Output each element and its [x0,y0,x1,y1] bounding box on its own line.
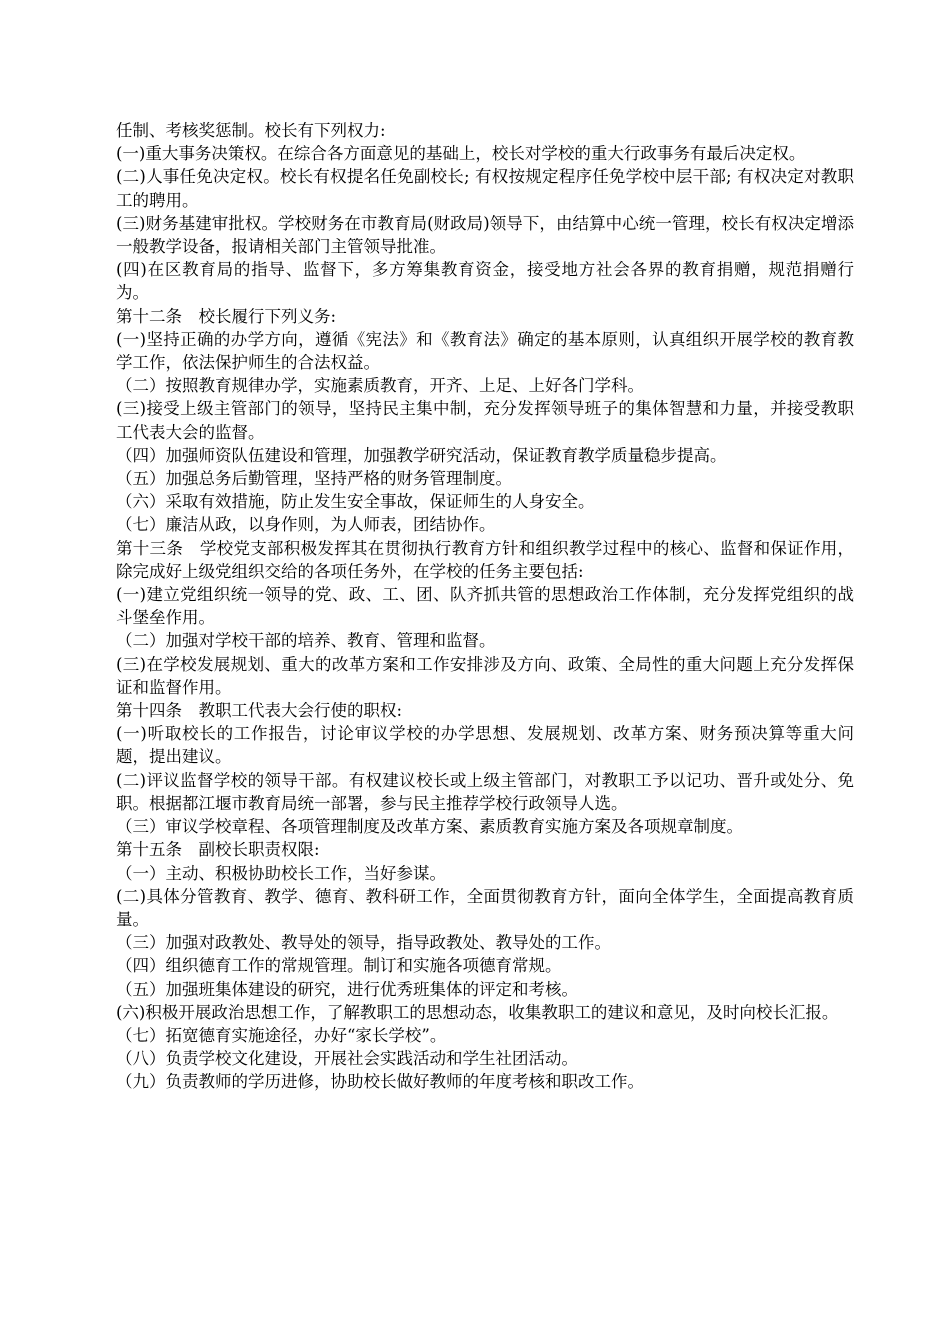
paragraph-item: （一）主动、积极协助校长工作，当好参谋。 [116,863,446,883]
paragraph-item: (四)在区教育局的指导、监督下，多方筹集教育资金，接受地方社会各界的教育捐赠，规范捐赠行为。 [116,260,854,303]
paragraph-item: （五）加强总务后勤管理，坚持严格的财务管理制度。 [116,469,512,489]
paragraph-item: （九）负责教师的学历进修，协助校长做好教师的年度考核和职改工作。 [116,1072,644,1092]
paragraph-item: （四）组织德育工作的常规管理。制订和实施各项德育常规。 [116,956,562,976]
article-12-heading: 第十二条 校长履行下列义务: [116,306,337,326]
paragraph-item: （七）拓宽德育实施途径，办好“家长学校”。 [116,1025,447,1045]
paragraph-item: （三）审议学校章程、各项管理制度及改革方案、素质教育实施方案及各项规章制度。 [116,817,743,837]
paragraph-item: （六）采取有效措施，防止发生安全事故，保证师生的人身安全。 [116,492,595,512]
paragraph-item: (一)坚持正确的办学方向，遵循《宪法》和《教育法》确定的基本原则，认真组织开展学校的教育教学工作，依法保护师生的合法权益。 [116,329,854,373]
paragraph-item: (二)评议监督学校的领导干部。有权建议校长或上级主管部门，对教职工予以记功、晋升或处分、免职。根据都江堰市教育局统一部署，参与民主推荐学校行政领导人选。 [116,770,854,813]
article-14-heading: 第十四条 教职工代表大会行使的职权: [116,701,403,721]
paragraph-item: (二)人事任免决定权。校长有权提名任免副校长; 有权按规定程序任免学校中层干部; 有权决定对教职工的聘用。 [116,167,854,210]
article-15-heading: 第十五条 副校长职责权限: [116,840,320,860]
document-page [116,119,854,1094]
paragraph-intro: 任制、考核奖惩制。校长有下列权力: [116,121,386,140]
article-13-heading: 第十三条 学校党支部积极发挥其在贯彻执行教育方针和组织教学过程中的核心、监督和保证作用，除完成好上级党组织交给的各项任务外，在学校的任务主要包括: [116,538,854,581]
paragraph-item: (一)建立党组织统一领导的党、政、工、团、队齐抓共管的思想政治工作体制，充分发挥党组织的战斗堡垒作用。 [116,585,854,628]
paragraph-item: (一)听取校长的工作报告，讨论审议学校的办学思想、发展规划、改革方案、财务预决算等重大问题，提出建议。 [116,724,854,767]
paragraph-item: （二）按照教育规律办学，实施素质教育，开齐、上足、上好各门学科。 [116,376,644,396]
paragraph-item: （四）加强师资队伍建设和管理，加强教学研究活动，保证教育教学质量稳步提高。 [116,445,727,465]
paragraph-item: (二)具体分管教育、教学、德育、教科研工作，全面贯彻教育方针，面向全体学生，全面提高教育质量。 [116,886,854,929]
paragraph-item: (三)在学校发展规划、重大的改革方案和工作安排涉及方向、政策、全局性的重大问题上充分发挥保证和监督作用。 [116,654,854,697]
paragraph-item: （七）廉洁从政，以身作则，为人师表，团结协作。 [116,515,496,535]
paragraph-item: (六)积极开展政治思想工作，了解教职工的思想动态，收集教职工的建议和意见，及时向校长汇报。 [116,1002,839,1022]
paragraph-item: (三)财务基建审批权。学校财务在市教育局(财政局)领导下，由结算中心统一管理，校长有权决定增添一般教学设备，报请相关部门主管领导批准。 [116,213,854,257]
paragraph-item: (一)重大事务决策权。在综合各方面意见的基础上，校长对学校的重大行政事务有最后决定权。 [116,144,806,164]
paragraph-item: （三）加强对政教处、教导处的领导，指导政教处、教导处的工作。 [116,933,611,953]
paragraph-item: （八）负责学校文化建设，开展社会实践活动和学生社团活动。 [116,1049,578,1069]
paragraph-item: （二）加强对学校干部的培养、教育、管理和监督。 [116,631,496,651]
paragraph-item: （五）加强班集体建设的研究，进行优秀班集体的评定和考核。 [116,979,578,999]
paragraph-item: (三)接受上级主管部门的领导，坚持民主集中制，充分发挥领导班子的集体智慧和力量，并接受教职工代表大会的监督。 [116,399,854,442]
